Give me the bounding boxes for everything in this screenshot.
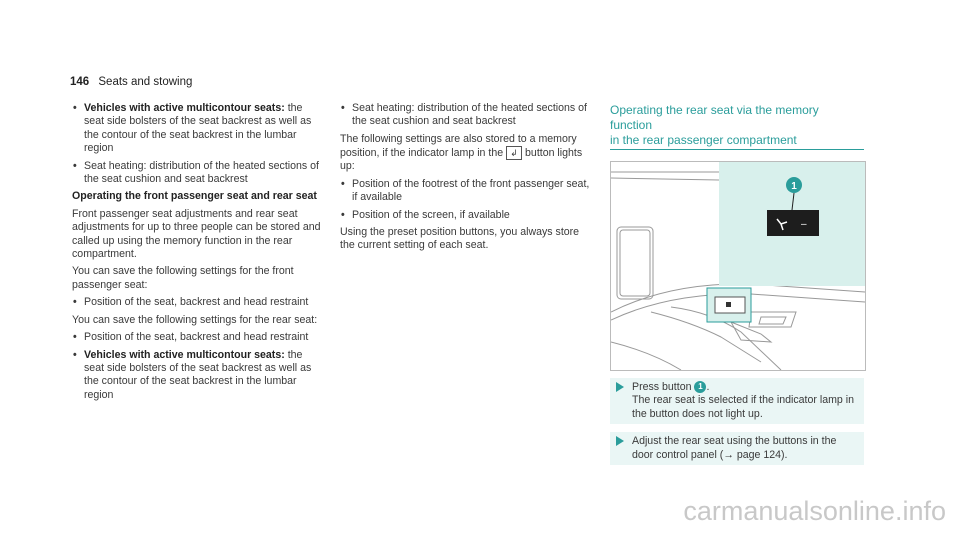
paragraph: You can save the following settings for the rear seat: xyxy=(72,313,318,326)
section-title: Operating the rear seat via the memory function in the rear passenger compartment xyxy=(610,103,864,150)
page-number: 146 xyxy=(70,76,90,88)
door-panel-illustration xyxy=(610,161,866,371)
list-item: • Position of the screen, if available xyxy=(340,209,590,222)
list-item: • Seat heating: distribution of the heated sections of the seat cushion and seat backrest xyxy=(72,160,322,187)
column-1 xyxy=(72,102,322,406)
column-2 xyxy=(340,102,590,257)
door-panel-drawing xyxy=(611,162,865,370)
list-item: • Vehicles with active multicontour seats: the seat side bolsters of the seat backrest as well as the contour of the seat backrest in the lumbar region xyxy=(72,349,322,403)
seat-memory-icon: ↲ xyxy=(506,146,522,160)
inset-dash: – xyxy=(801,219,807,230)
section-name: Seats and stowing xyxy=(98,76,193,88)
paragraph: You can save the following settings for the front passenger seat: xyxy=(72,265,294,291)
list-item: • Position of the seat, backrest and head restraint xyxy=(72,331,322,344)
button-number-badge: 1 xyxy=(694,381,706,393)
section-heading: Operating the front passenger seat and rear seat xyxy=(72,190,317,203)
page-header xyxy=(70,76,192,88)
callout-number: 1 xyxy=(791,181,797,192)
arrow-right-icon xyxy=(616,382,624,392)
paragraph: Using the preset position buttons, you always store the current setting of each seat. xyxy=(340,226,580,252)
memory-button-mark xyxy=(726,302,731,307)
paragraph: The following settings are also stored to a memory position, if the indicator lamp in the ↲ button lights up: xyxy=(340,132,583,173)
watermark: carmanualsonline.info xyxy=(683,496,946,526)
list-item: • Seat heating: distribution of the heated sections of the seat cushion and seat backrest xyxy=(340,102,590,129)
list-item: • Position of the seat, backrest and head restraint xyxy=(72,296,322,309)
steps xyxy=(610,378,864,465)
step-2: Adjust the rear seat using the buttons in the door control panel (→ page 124). xyxy=(610,432,864,465)
list-item: • Vehicles with active multicontour seats: the seat side bolsters of the seat backrest as well as the contour of the seat backrest in the lumbar region xyxy=(72,102,322,156)
paragraph: Front passenger seat adjustments and rear seat adjustments for up to three people can be stored and called up using the memory function in the rear compartment. xyxy=(72,207,321,261)
list-item: • Position of the footrest of the front passenger seat, if available xyxy=(340,178,590,205)
step-1: Press button 1 . The rear seat is selected if the indicator lamp in the button does not light up. xyxy=(610,378,864,424)
arrow-right-icon xyxy=(616,436,624,446)
